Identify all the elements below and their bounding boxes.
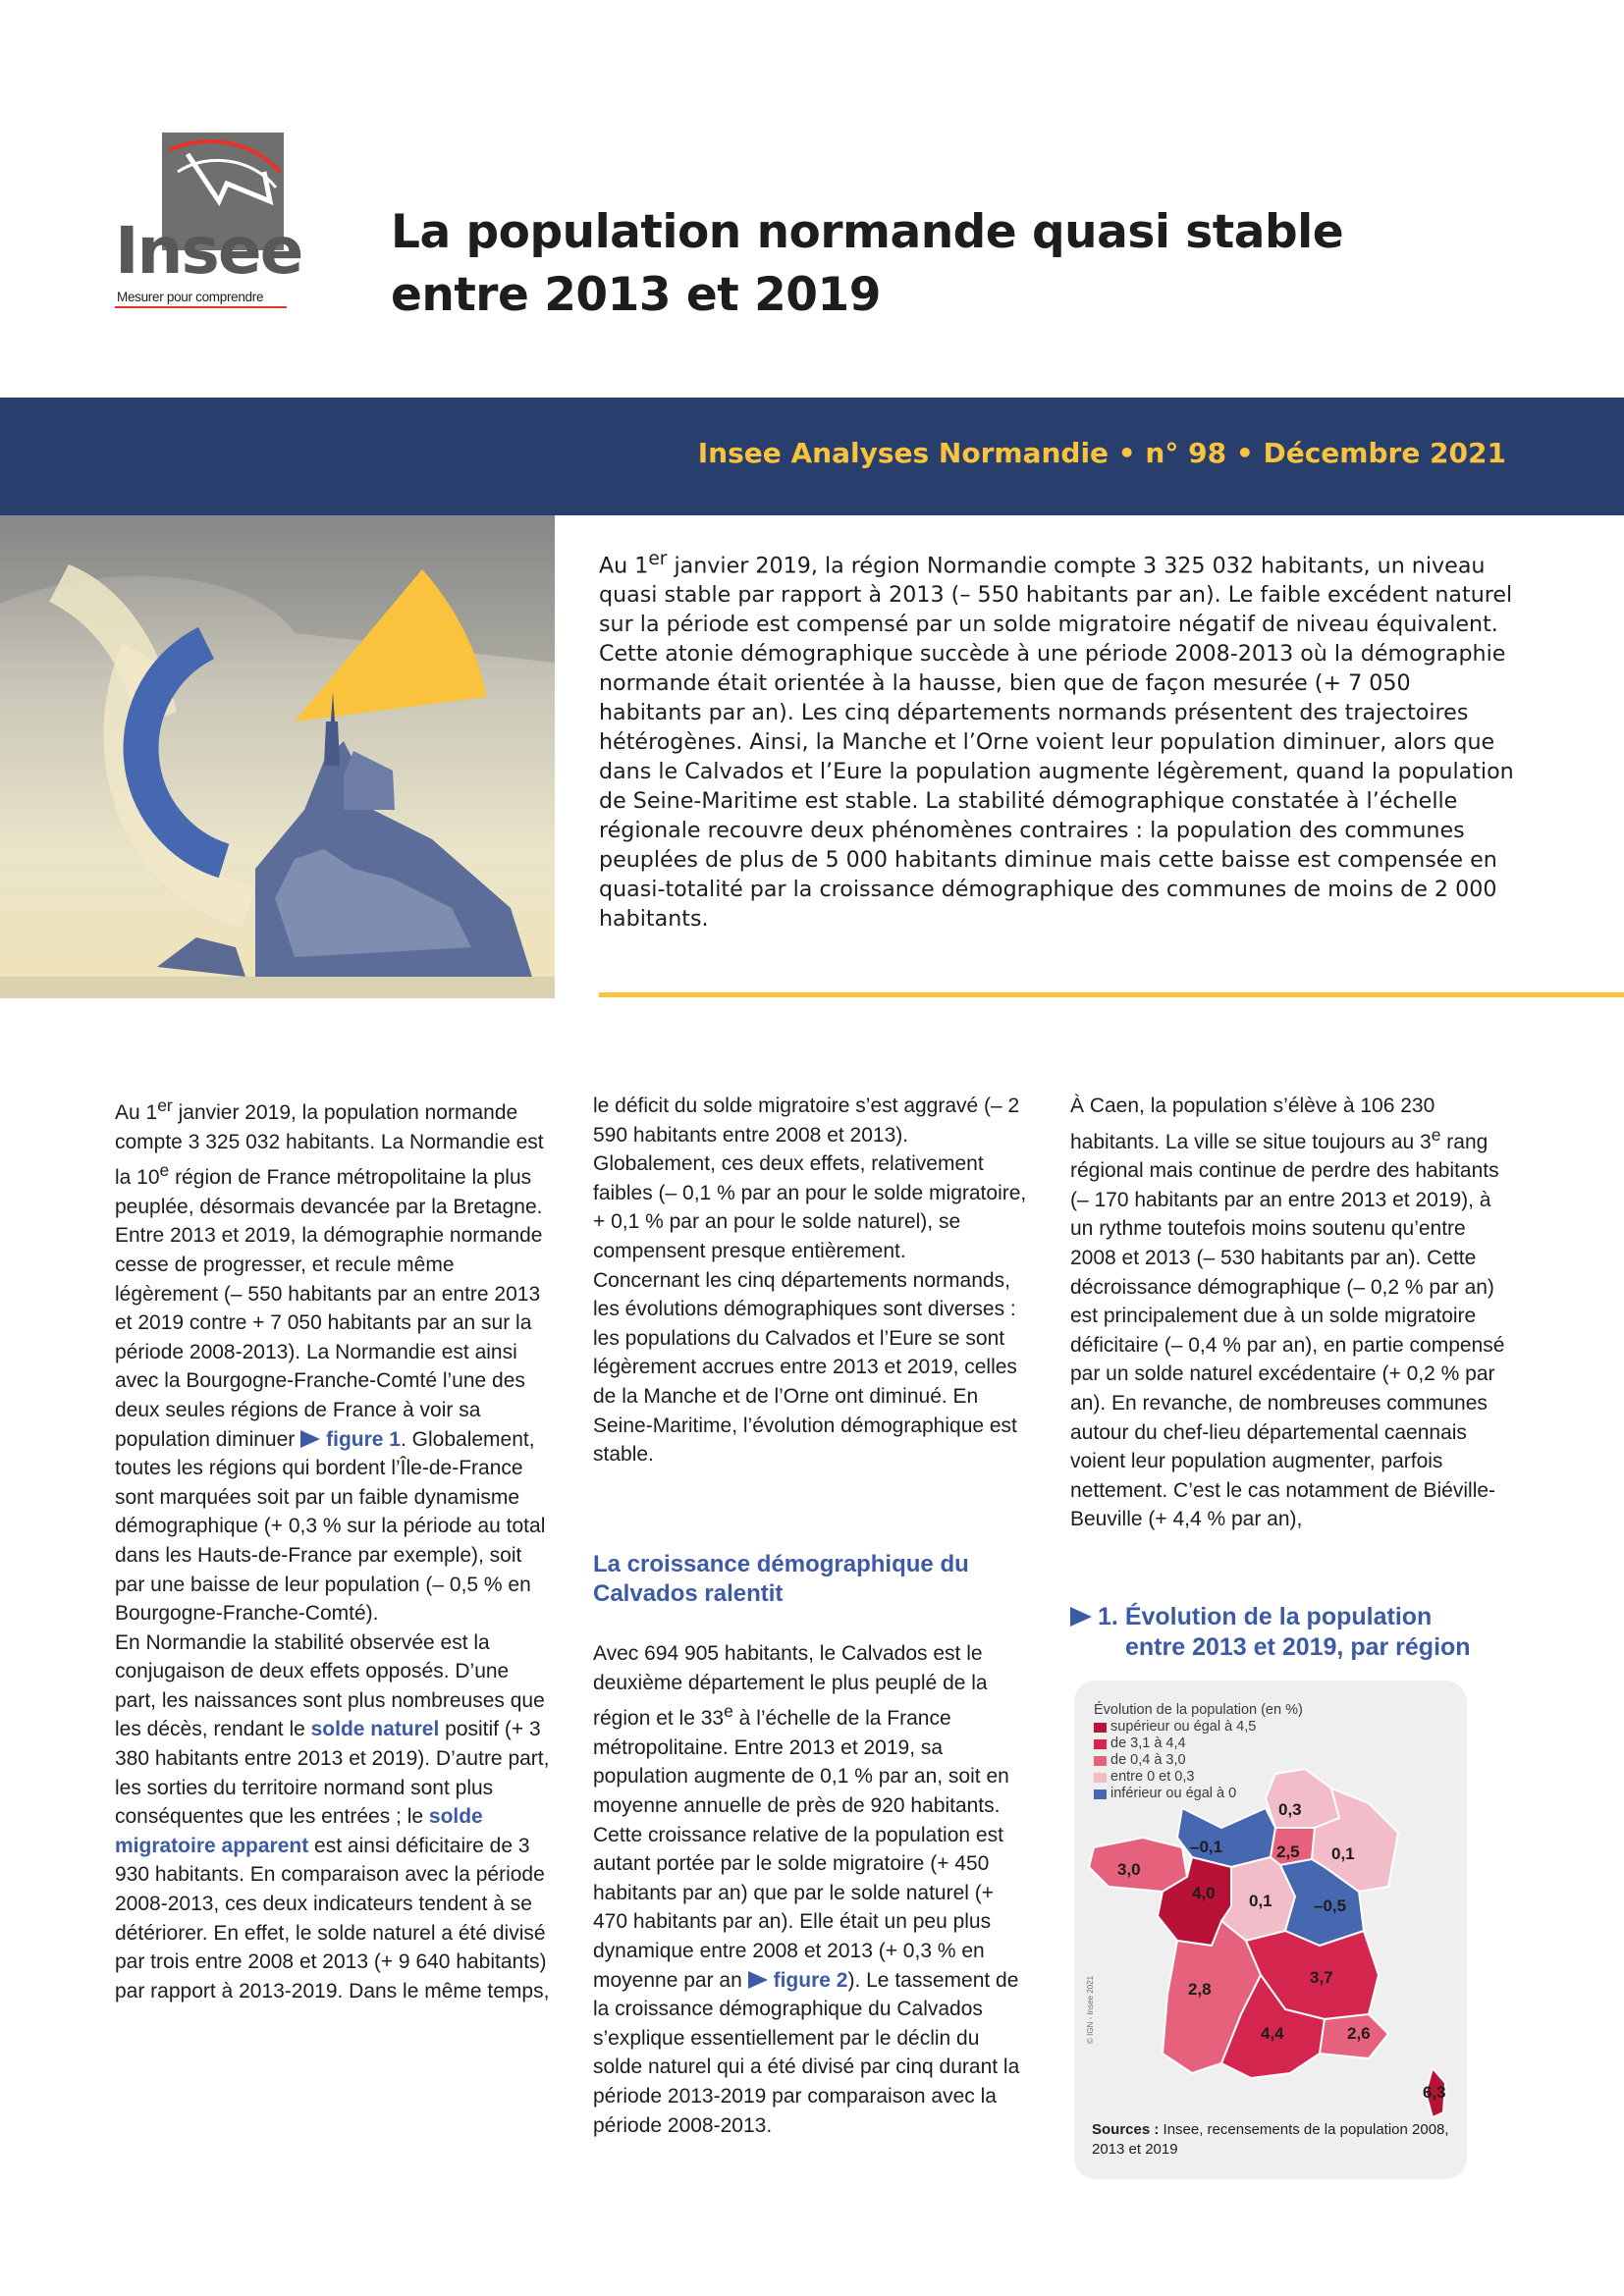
col2-p3-text-a: Avec 694 905 habitants, le Calvados est le deuxième département le plus peuplé de la région et le 33	[593, 1642, 988, 1731]
col3-p1-text-b: rang régional mais continue de perdre des habitants (– 170 habitants par an entre 2013 et 2019), à un rythme toutefois moins soutenu qu’entre 2008 et 2013 (– 530 habitants par an). Cette décroissance démographique (– 0,2 % par an) est principalement due à un solde migratoire déficitaire (– 0,4 % par an), en partie compensé par un solde naturel excédentaire (+ 0,2 % par an). En revanche, de nombreuses communes autour du chef-lieu départemental caennais voient leur population augmenter, parfois nettement. C’est le cas notamment de Biéville-Beuville (+ 4,4 % par an),	[1070, 1130, 1505, 1531]
legend-swatch	[1094, 1773, 1107, 1783]
logo-brand-text: Insee	[115, 213, 302, 289]
sources-label: Sources :	[1092, 2121, 1160, 2138]
value-ile-de-france: 2,5	[1276, 1842, 1300, 1861]
col3-p1-text-a: À Caen, la population s’élève à 106 230 habitants. La ville se situe toujours au 3	[1070, 1095, 1435, 1153]
solde-migratoire-link[interactable]: solde migratoire apparent	[115, 1805, 483, 1857]
legend-label: de 3,1 à 4,4	[1110, 1735, 1186, 1751]
insee-logo	[115, 133, 302, 309]
figure-1-link[interactable]: figure 1	[326, 1427, 401, 1451]
column-1	[115, 1092, 555, 2005]
legend-label: entre 0 et 0,3	[1110, 1769, 1195, 1785]
abstract	[599, 545, 1520, 934]
value-corse: 6,3	[1423, 2083, 1446, 2102]
value-nouvelle-aquitaine: 2,8	[1188, 1980, 1212, 1999]
figure-number: 1.	[1098, 1603, 1118, 1630]
col1-p1-sup1: er	[157, 1095, 173, 1115]
col3-p1-sup: e	[1431, 1124, 1441, 1145]
column-2-continued	[593, 1639, 1033, 2140]
column-3	[1070, 1092, 1510, 1534]
figure-title-line-1	[1070, 1602, 1522, 1632]
publication-banner	[0, 398, 1624, 515]
map-copyright: © IGN - Insee 2021	[1086, 1975, 1095, 2044]
abstract-sup: er	[648, 549, 668, 569]
abstract-text: janvier 2019, la région Normandie compte 3 325 032 habitants, un niveau quasi stable par rapport à 2013 (– 550 habitants par an). Le faible excédent naturel sur la période est compensé par un solde migratoire négatif de niveau équivalent. Cette atonie démographique succède à une période 2008-2013 où la démographie normande était orientée à la hausse, bien que de façon mesurée (+ 7 050 habitants par an). Les cinq départements normands présentent des trajectoires hétérogènes. Ainsi, la Manche et l’Orne voient leur population diminuer, alors que dans le Calvados et l’Eure la population augmente légèrement, quand la population de Seine-Maritime est stable. La stabilité démographique constatée à l’échelle régionale recouvre deux phénomènes contraires : la population des communes peuplées de plus de 5 000 habitants diminue mais cette baisse est compensée en quasi-totalité par la croissance démographique des communes de moins de 2 000 habitants.	[599, 553, 1514, 933]
value-normandie: –0,1	[1190, 1838, 1223, 1856]
figure-title-text-1: Évolution de la population	[1124, 1603, 1433, 1630]
publication-info: Insee Analyses Normandie • n° 98 • Décembre 2021	[697, 437, 1506, 469]
col1-p1-text-d: . Globalement, toutes les régions qui bordent l’Île-de-France sont marquées soit par un faible dynamisme démographique (+ 0,3 % sur la période au total dans les Hauts-de-France par exemple), soit par une baisse de leur population (– 0,5 % en Bourgogne-Franche-Comté).	[115, 1427, 546, 1626]
abstract-rule	[599, 992, 1624, 997]
col1-paragraph-2	[115, 1629, 555, 2006]
legend-item	[1094, 1786, 1303, 1802]
map-legend	[1094, 1702, 1303, 1802]
col2-p3-text-b: à l’échelle de la France métropolitaine. Entre 2013 et 2019, sa population augmente de 0,1 % par an, soit en moyenne annuelle de près de 920 habitants. Cette croissance relative de la population est autant portée par le solde migratoire (+ 450 habitants par an) que par le solde naturel (+ 470 habitants par an). Elle était un peu plus dynamique entre 2008 et 2013 (+ 0,3 % en moyenne par an	[593, 1707, 1009, 1992]
legend-label: inférieur ou égal à 0	[1110, 1786, 1237, 1801]
legend-item	[1094, 1719, 1303, 1735]
legend-title: Évolution de la population (en %)	[1094, 1702, 1303, 1718]
figure-arrow-icon	[1070, 1607, 1092, 1627]
col1-p1-sup2: e	[159, 1160, 170, 1181]
value-occitanie: 4,4	[1261, 2024, 1284, 2043]
title-line-1: La population normande quasi stable	[391, 205, 1344, 259]
abstract-lead: Au 1	[599, 553, 649, 579]
value-pays-de-la-loire: 4,0	[1192, 1884, 1216, 1902]
col3-paragraph-1	[1070, 1092, 1510, 1534]
logo-rule	[115, 306, 287, 308]
col1-p2-text-b: positif (+ 3 380 habitants entre 2013 et 2019). D’autre part, les sorties du territoire normand sont plus conséquentes que les entrées ; le	[115, 1718, 550, 1829]
value-bourgogne-franche-comte: –0,5	[1314, 1896, 1347, 1915]
figure-1-title	[1070, 1602, 1522, 1663]
col1-paragraph-1	[115, 1092, 555, 1629]
value-grand-est: 0,1	[1331, 1844, 1355, 1863]
col1-p2-text-a: En Normandie la stabilité observée est la conjugaison de deux effets opposés. D’une part, les naissances sont plus nombreuses que les décès, rendant le	[115, 1630, 545, 1741]
col1-p2-text-c: est ainsi déficitaire de 3 930 habitants. En comparaison avec la période 2008-2013, ces deux indicateurs tendent à se détériorer. En effet, le solde naturel a été divisé par trois entre 2008 et 2013 (+ 9 640 habitants) par rapport à 2013-2019. Dans le même temps,	[115, 1834, 550, 2002]
mont-saint-michel-image	[0, 515, 555, 998]
col2-paragraph-2: Concernant les cinq départements normands, les évolutions démographiques sont diverses : les populations du Calvados et l’Eure se sont légèrement accrues entre 2013 et 2019, celles de la Manche et de l’Orne ont diminué. En Seine-Maritime, l’évolution démographique est stable.	[593, 1268, 1017, 1467]
col1-p1-text-c: région de France métropolitaine la plus peuplée, désormais devancée par la Bretagne. Entre 2013 et 2019, la démographie normande cesse de progresser, et recule même légèrement (– 550 habitants par an entre 2013 et 2019 contre + 7 050 habitants par an sur la période 2008-2013). La Normandie est ainsi avec la Bourgogne-Franche-Comté l’une des deux seules régions de France à voir sa population diminuer	[115, 1166, 543, 1451]
legend-swatch	[1094, 1789, 1107, 1799]
legend-item	[1094, 1752, 1303, 1769]
sources-text: Insee, recensements de la population 2008, 2013 et 2019	[1092, 2121, 1449, 2158]
value-bretagne: 3,0	[1117, 1860, 1141, 1879]
legend-label: supérieur ou égal à 4,5	[1110, 1719, 1257, 1735]
page-title	[391, 201, 1549, 327]
figure-link-arrow-icon	[300, 1430, 320, 1448]
logo-tagline: Mesurer pour comprendre	[117, 290, 264, 304]
col2-paragraph-3	[593, 1639, 1033, 2140]
value-paca: 2,6	[1347, 2024, 1371, 2043]
col2-paragraph-1: le déficit du solde migratoire s’est aggravé (– 2 590 habitants entre 2008 et 2013). Globalement, ces deux effets, relativement faibles (– 0,1 % par an pour le solde migratoire, + 0,1 % par an pour le solde naturel), se compensent presque entièrement.	[593, 1095, 1027, 1262]
legend-item	[1094, 1735, 1303, 1752]
col2-p3-sup: e	[724, 1701, 733, 1722]
figure-1-map	[1074, 1681, 1467, 2179]
legend-swatch	[1094, 1739, 1107, 1749]
legend-swatch	[1094, 1756, 1107, 1766]
section-heading: La croissance démographique du Calvados ralentit	[593, 1551, 969, 1607]
col1-p1-text-a: Au 1	[115, 1101, 158, 1124]
legend-label: de 0,4 à 3,0	[1110, 1752, 1186, 1768]
legend-item	[1094, 1769, 1303, 1786]
title-line-2: entre 2013 et 2019	[391, 268, 881, 322]
value-hauts-de-france: 0,3	[1278, 1800, 1302, 1819]
solde-naturel-link[interactable]: solde naturel	[310, 1718, 440, 1741]
figure-title-line-2: entre 2013 et 2019, par région	[1125, 1633, 1471, 1661]
figure-link-arrow-icon	[748, 1971, 768, 1989]
value-auvergne-rhone-alpes: 3,7	[1310, 1968, 1333, 1987]
col2-p3-text-c: ). Le tassement de la croissance démographique du Calvados s’explique essentiellement par le déclin du solde naturel qui a été divisé par cinq durant la période 2013-2019 par comparaison avec la période 2008-2013.	[593, 1968, 1020, 2137]
value-centre-val-de-loire: 0,1	[1249, 1892, 1272, 1910]
legend-swatch	[1094, 1723, 1107, 1733]
hero-illustration	[0, 515, 555, 998]
column-2	[593, 1092, 1033, 1469]
figure-sources	[1092, 2120, 1465, 2160]
col1-p1-text-b: janvier 2019, la population normande compte 3 325 032 habitants. La Normandie est la 10	[115, 1101, 544, 1190]
figure-2-link[interactable]: figure 2	[773, 1968, 848, 1992]
